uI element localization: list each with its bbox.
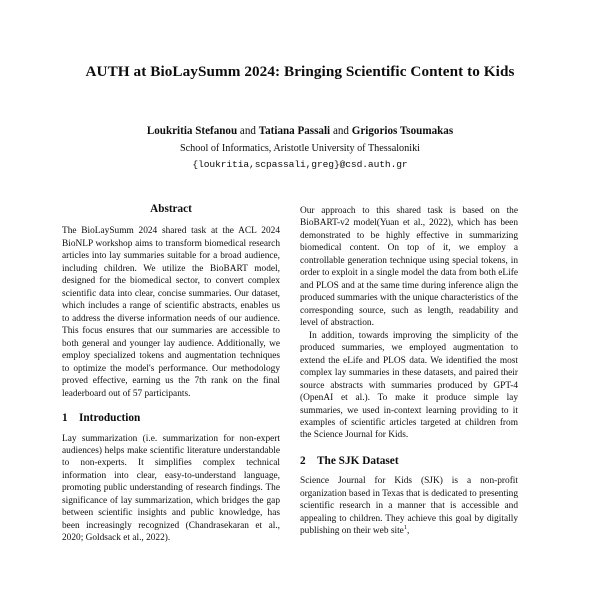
author-conjunction-1: and xyxy=(239,125,256,137)
two-column-body xyxy=(0,203,600,600)
author-name-3: Grigorios Tsoumakas xyxy=(351,125,454,137)
author-conjunction-2: and xyxy=(332,125,349,137)
section-title-1: Introduction xyxy=(79,412,141,424)
right-column xyxy=(300,203,518,600)
author-name-1: Loukritia Stefanou xyxy=(146,125,238,137)
abstract-heading: Abstract xyxy=(150,203,192,215)
section-heading-sjk-dataset xyxy=(300,455,518,469)
author-email: {loukritia,scpassali,greg}@csd.auth.gr xyxy=(192,158,408,170)
footnote-marker-1: 1 xyxy=(403,524,407,532)
author-name-2: Tatiana Passali xyxy=(258,125,331,137)
section-number-2: 2 xyxy=(300,454,306,467)
section-heading-introduction xyxy=(62,412,280,426)
abstract-paragraph: The BioLaySumm 2024 shared task at the ACL 2024 BioNLP workshop aims to transform biomedical research articles into lay summaries suitable for a broad audience, including children. We utilize the BioBART model, designed for the biomedical sector, to convert complex scientific data into clear, concise summaries. Our dataset, which includes a range of scientific abstracts, enables us to address the diverse information needs of our audience. This focus ensures that our summaries are accessible to both general and younger lay audience. Additionally, we employ specialized tokens and augmentation techniques to optimize the model's performance. Our methodology proved effective, earning us the 7th rank on the final leaderboard out of 57 participants. xyxy=(62,226,280,399)
sjk-dataset-paragraph-1 xyxy=(300,475,518,537)
section-title-2: The SJK Dataset xyxy=(317,454,399,467)
page-title: AUTH at BioLaySumm 2024: Bringing Scientific Content to Kids xyxy=(85,63,515,80)
sjk-text-after-footnote: , xyxy=(406,526,410,537)
author-list xyxy=(62,124,538,139)
section-number-1: 1 xyxy=(62,412,68,424)
introduction-paragraph-1: Lay summarization (i.e. summarization for non-expert audiences) helps make scientific literature understandable to non-experts. It simplifies complex technical information into clear, easy-to-understand language, promoting public understanding of research findings. The significance of lay summarization, which bridges the gap between scientific insights and public knowledge, has been increasingly recognized (Chandrasekaran et al., 2020; Goldsack et al., 2022). xyxy=(62,433,280,544)
approach-paragraph-1: Our approach to this shared task is based on the BioBART-v2 model(Yuan et al., 2022), which has been demonstrated to be highly effective in summarizing biomedical content. On top of it, we employ a controllable generation technique using special tokens, in order to exploit in a single model the data from both eLife and PLOS and at the same time during inference align the produced summaries with the unique characteristics of the corresponding source, such as length, readability and level of abstraction. xyxy=(300,206,518,329)
title-block xyxy=(0,0,600,170)
affiliation: School of Informatics, Aristotle University of Thessaloniki xyxy=(179,142,421,154)
approach-paragraph-2: In addition, towards improving the simplicity of the produced summaries, we employed augmentation to extend the eLife and PLOS data. We identified the most complex lay summaries in these datasets, and paired their source abstracts with summaries produced by GPT-4 (OpenAI et al.). To make it produce simple lay summaries, we used in-context learning providing to it examples of scientific articles targeted at children from the Science Journal for Kids. xyxy=(300,330,518,441)
sjk-text-before-footnote: Science Journal for Kids (SJK) is a non-profit organization based in Texas that is dedicated to presenting scientific research in a manner that is accessible and appealing to children. They achieve this goal by digitally publishing on their web site xyxy=(300,476,518,537)
left-column xyxy=(62,203,280,600)
